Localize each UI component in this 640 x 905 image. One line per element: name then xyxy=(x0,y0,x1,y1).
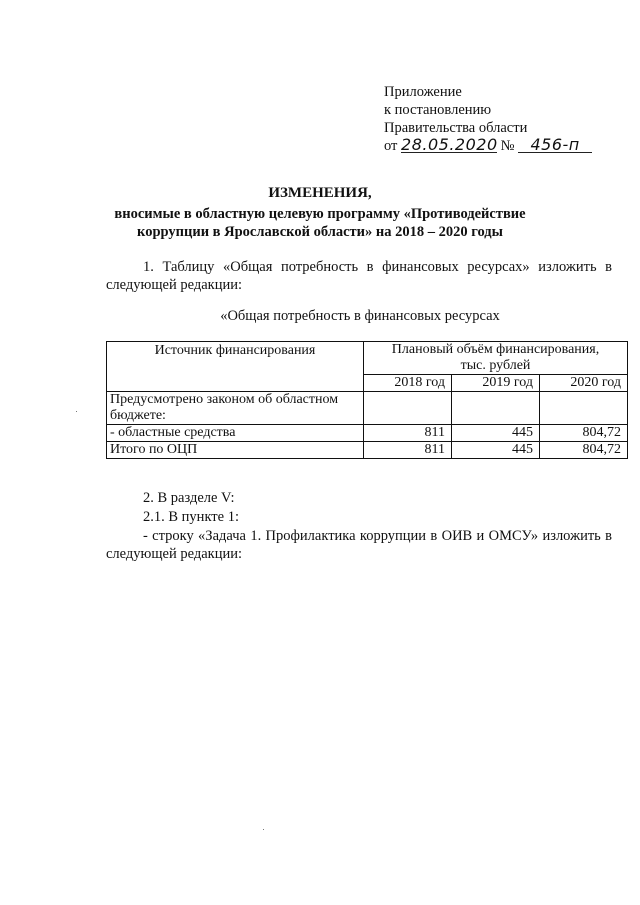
table-row xyxy=(107,392,628,425)
cell-2019 xyxy=(452,392,540,425)
handwritten-date: 28.05.2020 xyxy=(401,135,498,154)
table-row xyxy=(107,425,628,442)
cell-2020: 804,72 xyxy=(540,425,628,442)
cell-2019: 445 xyxy=(452,425,540,442)
section-2-1-heading: 2.1. В пункте 1: xyxy=(143,509,239,525)
table-row xyxy=(107,442,628,459)
subtitle-line-2: коррупции в Ярославской области» на 2018 – 2020 годы xyxy=(137,224,503,240)
cell-2020 xyxy=(540,392,628,425)
header-volume-line-1: Плановый объём финансирования, xyxy=(391,342,600,357)
header-year-2018: 2018 год xyxy=(364,375,452,392)
funding-table xyxy=(106,341,628,459)
table-header-row xyxy=(107,342,628,375)
scan-speck xyxy=(263,829,264,830)
handwritten-number: 456-п xyxy=(518,137,592,153)
document-title: ИЗМЕНЕНИЯ, xyxy=(268,185,372,201)
row-label: Предусмотрено законом об областном бюджете: xyxy=(107,392,364,425)
section-2-1-text: - строку «Задача 1. Профилактика коррупции в ОИВ и ОМСУ» изложить в следующей редакции: xyxy=(106,528,612,562)
subtitle-line-1: вносимые в областную целевую программу «Противодействие xyxy=(114,206,526,222)
header-year-2019: 2019 год xyxy=(452,375,540,392)
row-label: Итого по ОЦП xyxy=(107,442,364,459)
row-label: - областные средства xyxy=(107,425,364,442)
header-volume-line-2: тыс. рублей xyxy=(460,358,531,373)
header-volume xyxy=(364,342,628,375)
cell-2018: 811 xyxy=(364,442,452,459)
cell-2018: 811 xyxy=(364,425,452,442)
number-sign: № xyxy=(500,138,515,154)
table-caption: «Общая потребность в финансовых ресурсах xyxy=(220,308,500,324)
appendix-line-1: Приложение xyxy=(384,84,462,100)
header-year-2020: 2020 год xyxy=(540,375,628,392)
paragraph-1: 1. Таблицу «Общая потребность в финансовых ресурсах» изложить в следующей редакции: xyxy=(106,259,612,293)
scan-speck xyxy=(76,411,77,412)
cell-2018 xyxy=(364,392,452,425)
document-subtitle xyxy=(0,205,640,241)
cell-2019: 445 xyxy=(452,442,540,459)
date-prefix: от xyxy=(384,138,398,154)
appendix-line-2: к постановлению xyxy=(384,102,492,118)
header-source: Источник финансирования xyxy=(107,342,364,392)
appendix-date-line xyxy=(384,137,592,155)
cell-2020: 804,72 xyxy=(540,442,628,459)
appendix-line-3: Правительства области xyxy=(384,120,528,136)
section-2-heading: 2. В разделе V: xyxy=(143,490,235,506)
appendix-block xyxy=(384,83,592,155)
